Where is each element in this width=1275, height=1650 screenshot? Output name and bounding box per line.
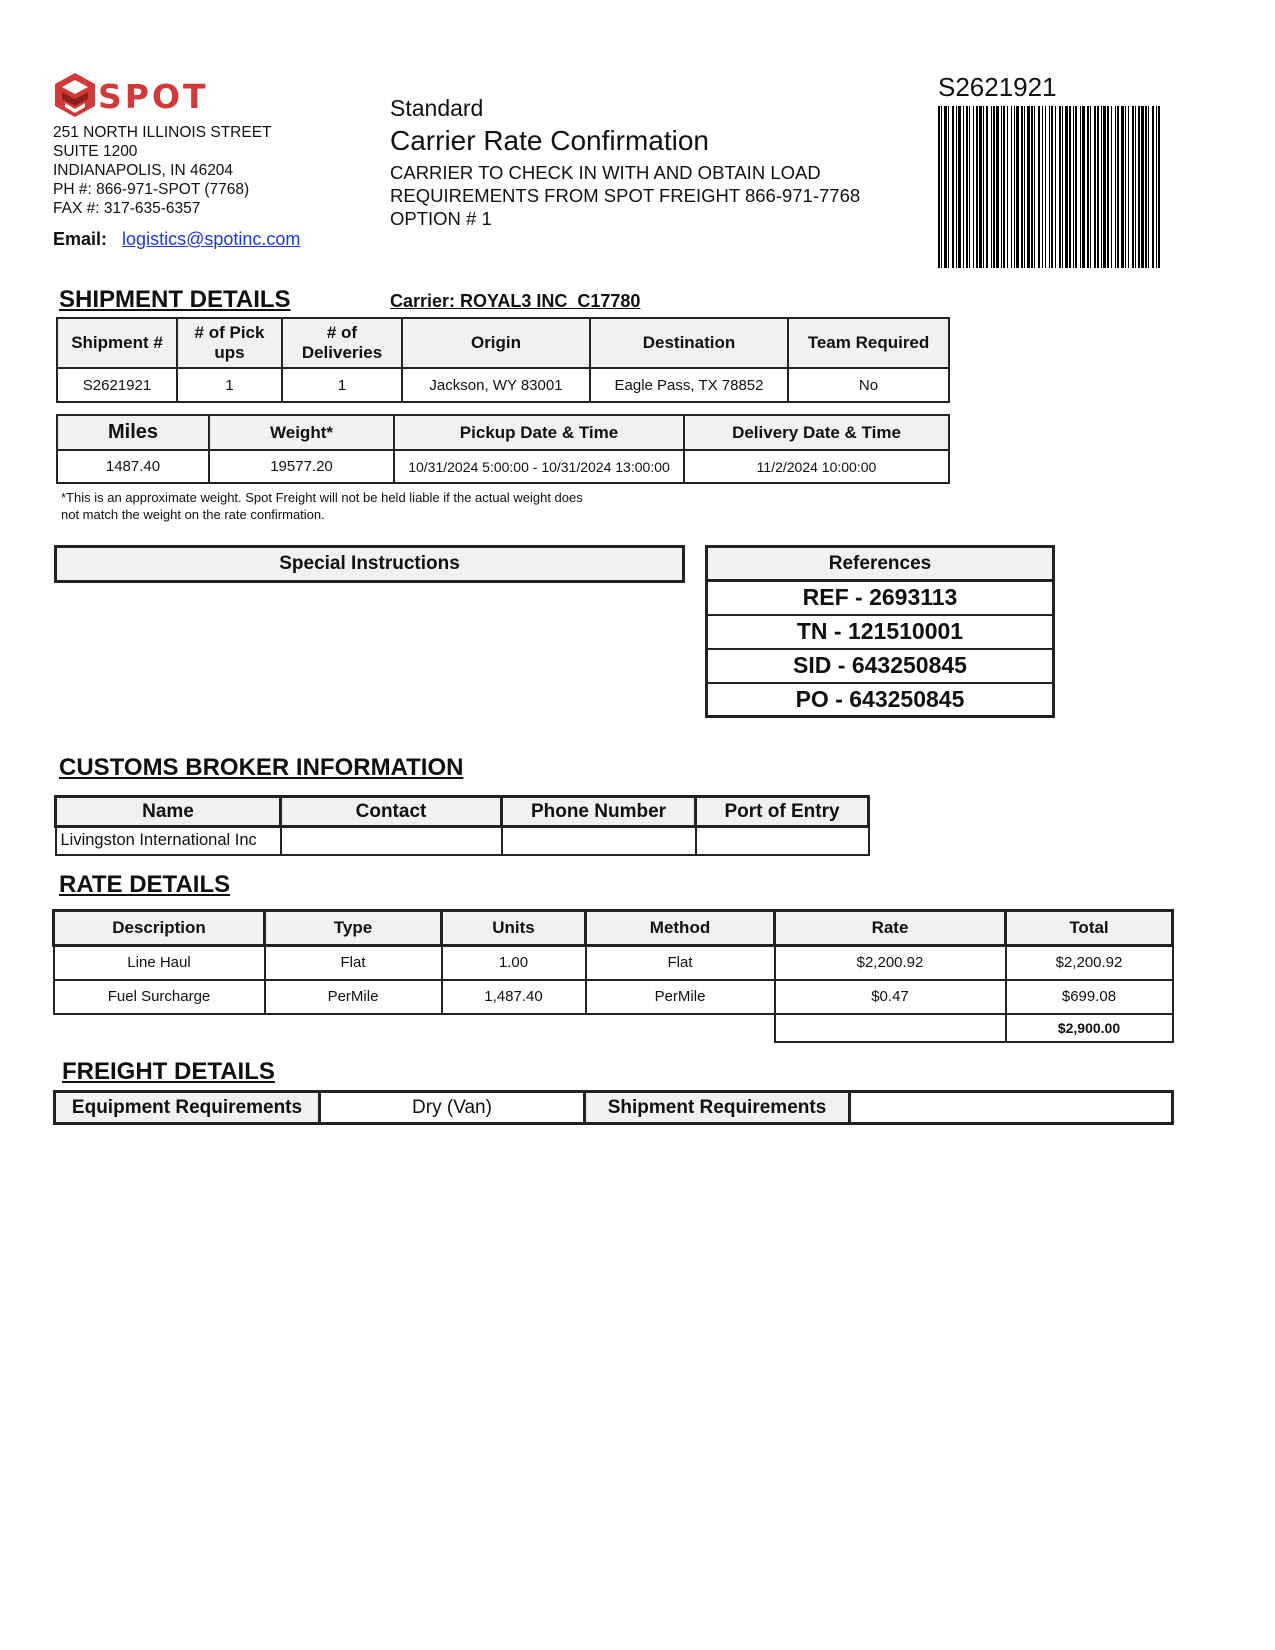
reference-item: REF - 2693113 xyxy=(707,581,1054,615)
customs-table xyxy=(54,795,870,856)
col-header: Weight* xyxy=(209,415,394,450)
reference-item: TN - 121510001 xyxy=(707,615,1054,649)
broker-name: Livingston International Inc xyxy=(56,827,281,855)
equipment-value: Dry (Van) xyxy=(320,1092,585,1124)
table-cell: Line Haul xyxy=(54,946,265,980)
blank-cell xyxy=(54,1014,775,1042)
col-header: Contact xyxy=(281,797,502,827)
equipment-label: Equipment Requirements xyxy=(55,1092,320,1124)
carrier-name: Carrier: ROYAL3 INC C17780 xyxy=(390,291,641,311)
table-cell: $0.47 xyxy=(775,980,1006,1014)
table-cell: 1.00 xyxy=(442,946,586,980)
references-header: References xyxy=(707,547,1054,581)
shipment-id-label: S2621921 xyxy=(938,72,1057,102)
table-cell: $699.08 xyxy=(1006,980,1173,1014)
spot-logo-icon xyxy=(52,72,98,118)
table-cell: 19577.20 xyxy=(209,450,394,483)
col-header: # of Pick ups xyxy=(177,318,282,368)
col-header: Phone Number xyxy=(502,797,696,827)
company-logo xyxy=(52,72,209,118)
logo-wordmark: SPOT xyxy=(98,77,209,116)
company-address xyxy=(53,123,272,218)
address-line: SUITE 1200 xyxy=(53,143,138,160)
col-header: Name xyxy=(56,797,281,827)
rate-details-heading: RATE DETAILS xyxy=(59,871,231,898)
table-row xyxy=(54,980,1173,1014)
broker-contact xyxy=(281,827,502,855)
document-kind: Standard xyxy=(390,95,484,121)
reference-item: SID - 643250845 xyxy=(707,649,1054,683)
table-cell: 1487.40 xyxy=(57,450,209,483)
col-header: Shipment # xyxy=(57,318,177,368)
broker-port xyxy=(696,827,869,855)
col-header: Miles xyxy=(57,415,209,450)
disclaimer-line: *This is an approximate weight. Spot Freight will not be held liable if the actual weight does xyxy=(61,490,583,505)
table-cell: $2,200.92 xyxy=(775,946,1006,980)
col-header: Description xyxy=(54,911,265,946)
table-cell: $2,200.92 xyxy=(1006,946,1173,980)
barcode-image xyxy=(938,106,1162,270)
col-header: Type xyxy=(265,911,442,946)
freight-table xyxy=(53,1090,1174,1125)
broker-phone xyxy=(502,827,696,855)
col-header: Destination xyxy=(590,318,788,368)
reference-item: PO - 643250845 xyxy=(707,683,1054,717)
table-cell: 10/31/2024 5:00:00 - 10/31/2024 13:00:00 xyxy=(394,450,684,483)
col-header: Team Required xyxy=(788,318,949,368)
col-header: Total xyxy=(1006,911,1173,946)
col-header: Method xyxy=(586,911,775,946)
col-header: Origin xyxy=(402,318,590,368)
shipment-details-heading: SHIPMENT DETAILS xyxy=(59,286,291,313)
col-header: Port of Entry xyxy=(696,797,869,827)
table-cell: PerMile xyxy=(586,980,775,1014)
shipment-req-label: Shipment Requirements xyxy=(585,1092,850,1124)
disclaimer-line: not match the weight on the rate confirmation. xyxy=(61,507,325,522)
table-cell: Flat xyxy=(586,946,775,980)
table-cell: Fuel Surcharge xyxy=(54,980,265,1014)
rate-table xyxy=(52,909,1174,1043)
document-title: Carrier Rate Confirmation xyxy=(390,125,709,156)
table-cell: 1 xyxy=(177,368,282,402)
customs-heading: CUSTOMS BROKER INFORMATION xyxy=(59,754,464,781)
notice-line: CARRIER TO CHECK IN WITH AND OBTAIN LOAD xyxy=(390,162,821,183)
table-cell: 1,487.40 xyxy=(442,980,586,1014)
table-cell: Jackson, WY 83001 xyxy=(402,368,590,402)
email-row xyxy=(53,229,300,250)
notice-line: OPTION # 1 xyxy=(390,208,492,229)
table-cell: S2621921 xyxy=(57,368,177,402)
references-table xyxy=(705,545,1055,718)
schedule-table xyxy=(56,414,950,484)
email-link[interactable]: logistics@spotinc.com xyxy=(122,229,301,249)
shipment-req-value xyxy=(850,1092,1173,1124)
table-cell: 11/2/2024 10:00:00 xyxy=(684,450,949,483)
table-cell: 1 xyxy=(282,368,402,402)
weight-disclaimer xyxy=(61,489,583,523)
table-cell: PerMile xyxy=(265,980,442,1014)
notice-line: REQUIREMENTS FROM SPOT FREIGHT 866-971-7768 xyxy=(390,185,861,206)
carrier-notice xyxy=(390,161,860,230)
blank-cell xyxy=(775,1014,1006,1042)
special-instructions-header: Special Instructions xyxy=(54,545,685,583)
table-cell: Flat xyxy=(265,946,442,980)
address-line: INDIANAPOLIS, IN 46204 xyxy=(53,162,234,179)
col-header: # of Deliveries xyxy=(282,318,402,368)
table-row xyxy=(54,946,1173,980)
address-line: FAX #: 317-635-6357 xyxy=(53,200,201,217)
col-header: Units xyxy=(442,911,586,946)
address-line: 251 NORTH ILLINOIS STREET xyxy=(53,124,272,141)
col-header: Pickup Date & Time xyxy=(394,415,684,450)
total-row xyxy=(54,1014,1173,1042)
grand-total: $2,900.00 xyxy=(1006,1014,1173,1042)
col-header: Rate xyxy=(775,911,1006,946)
address-line: PH #: 866-971-SPOT (7768) xyxy=(53,181,250,198)
shipment-table xyxy=(56,317,950,403)
table-cell: No xyxy=(788,368,949,402)
col-header: Delivery Date & Time xyxy=(684,415,949,450)
table-cell: Eagle Pass, TX 78852 xyxy=(590,368,788,402)
email-label: Email: xyxy=(53,229,108,249)
freight-details-heading: FREIGHT DETAILS xyxy=(62,1058,275,1085)
